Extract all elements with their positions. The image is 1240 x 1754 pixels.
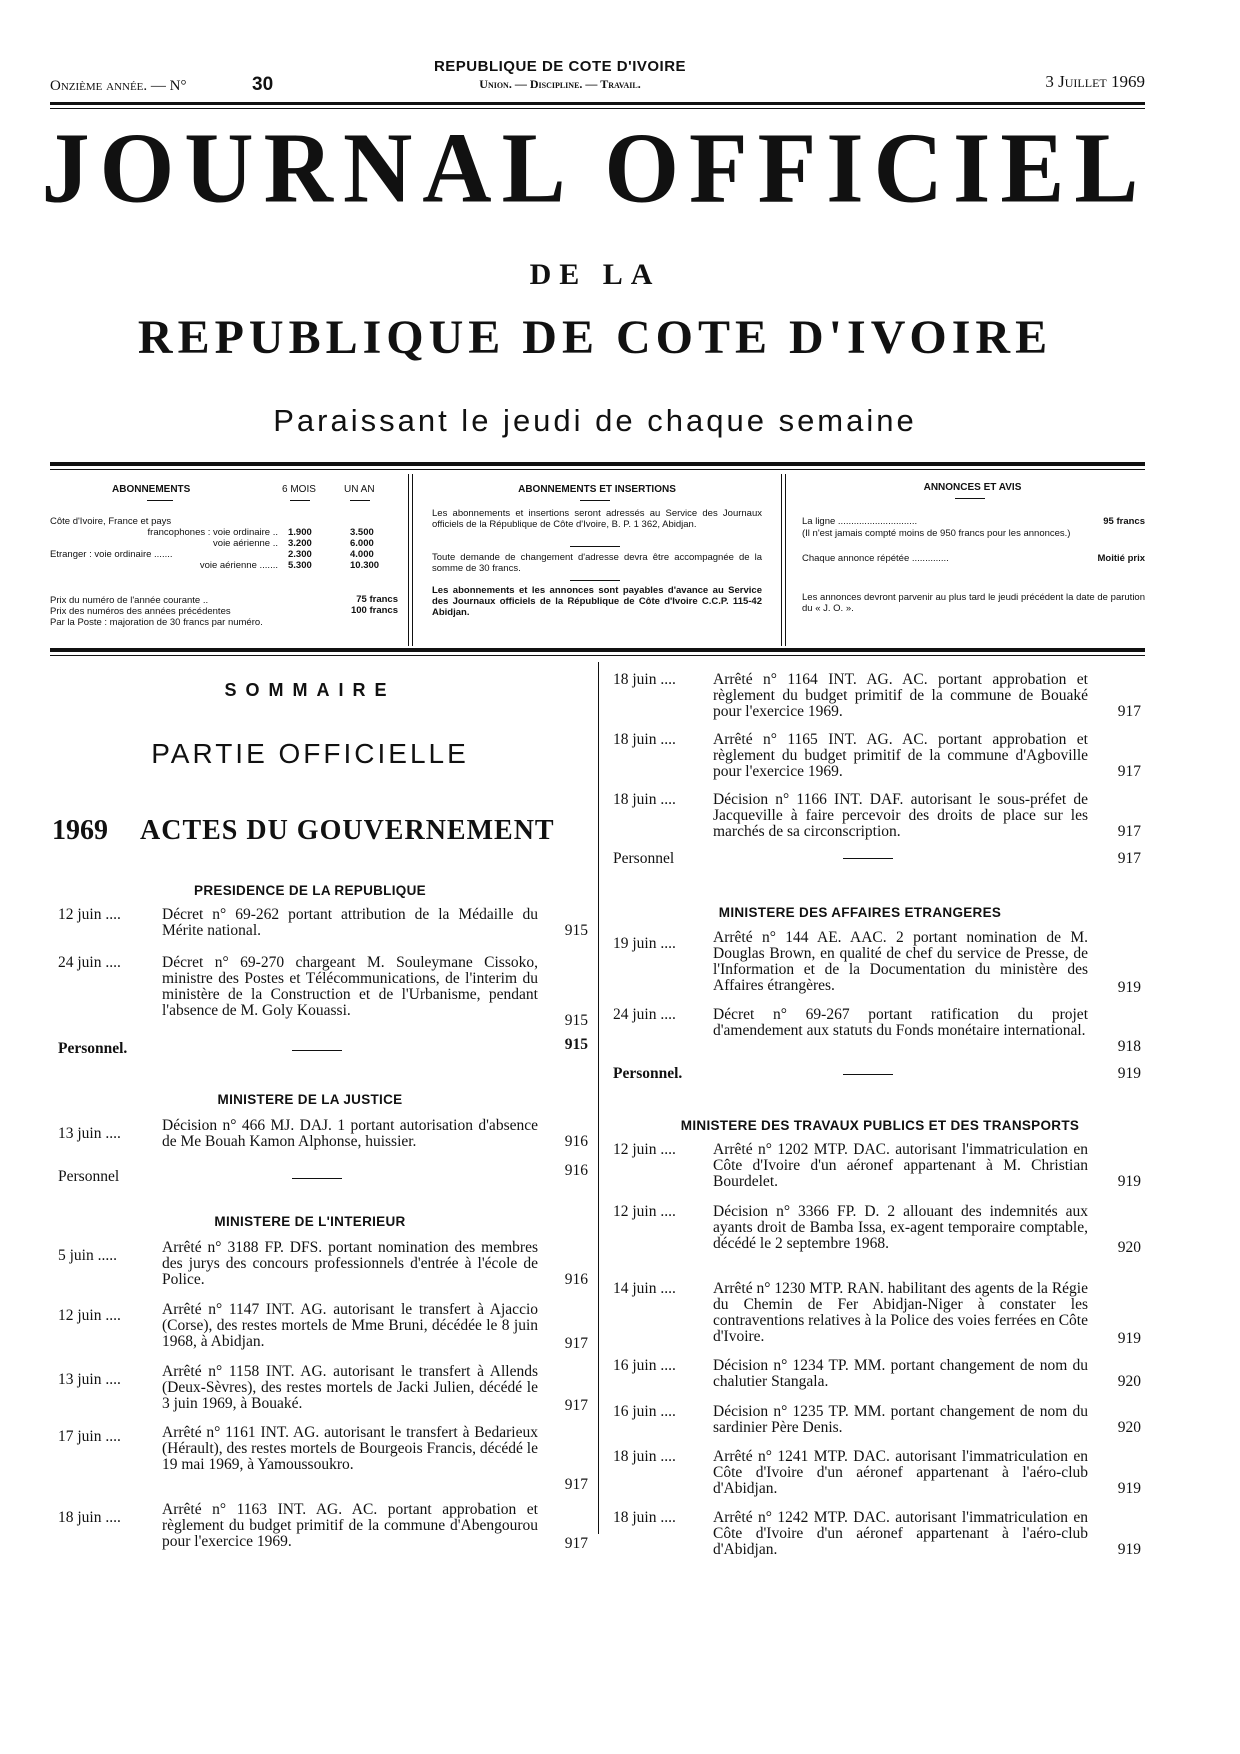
entry-text: Arrêté n° 1147 INT. AG. autorisant le transfert à Ajaccio (Corse), des restes mortels de Mme Bruni, décédée le 8 juin 1968, à Abidjan.: [162, 1301, 538, 1350]
abonnements-title: ABONNEMENTS: [112, 484, 191, 495]
entry-interieur-7: [613, 732, 1145, 782]
entry-date: 12 juin ....: [613, 1141, 676, 1158]
entry-page: 920: [1117, 1419, 1141, 1436]
entry-page: 918: [1117, 1038, 1141, 1055]
entry-text: Arrêté n° 3188 FP. DFS. portant nomination des membres des jurys des concours professionnels d'entrée à l'école de Police.: [162, 1239, 538, 1288]
entry-text: Arrêté n° 1161 INT. AG. autorisant le transfert à Bedarieux (Hérault), des restes mortels de Bourgeois Francis, décédé le 19 mai 1969, à Yamoussoukro.: [162, 1424, 538, 1473]
entry-page: 919: [1117, 1173, 1141, 1190]
entry-travaux-1: [613, 1142, 1145, 1192]
section-interieur: MINISTERE DE L'INTERIEUR: [214, 1214, 406, 1229]
etrangeres-separator: [843, 1074, 893, 1075]
entry-date: 18 juin ....: [613, 731, 676, 748]
etrangeres-personnel: Personnel.: [613, 1065, 683, 1082]
price-current: Prix du numéro de l'année courante ..: [50, 595, 209, 606]
section-justice: MINISTERE DE LA JUSTICE: [217, 1092, 403, 1107]
annonces-deadline: Les annonces devront parvenir au plus tard le jeudi précédent la date de parution du « J. O. ».: [802, 592, 1145, 614]
entry-date: 17 juin ....: [58, 1428, 121, 1445]
presidence-separator: [292, 1050, 342, 1051]
annonces-title: ANNONCES ET AVIS: [923, 482, 1022, 493]
entry-text: Décision n° 466 MJ. DAJ. 1 portant autorisation d'absence de Me Bouah Kamon Alphonse, huissier.: [162, 1117, 538, 1150]
abonnement-row-2-label: voie aérienne ..: [213, 538, 278, 549]
entry-text: Arrêté n° 1230 MTP. RAN. habilitant des agents de la Régie du Chemin de Fer Abidjan-Niger à constater les contraventions relatives à la Police des voies ferrées en Côte d'Ivoire.: [713, 1280, 1088, 1345]
entry-date: 18 juin ....: [58, 1509, 121, 1526]
annonces-repetee: Chaque annonce répétée ..............: [802, 553, 949, 564]
annonces-minimum-note: (Il n'est jamais compté moins de 950 francs pour les annonces.): [802, 528, 1071, 539]
annonces-repetee-value: Moitié prix: [1097, 553, 1145, 564]
entry-interieur-8: [613, 792, 1145, 842]
title-republique: REPUBLIQUE DE COTE D'IVOIRE: [137, 311, 1053, 364]
entry-date: 19 juin ....: [613, 935, 676, 952]
entry-date: 18 juin ....: [613, 1448, 676, 1465]
abonnement-row-1-an: 3.500: [350, 527, 374, 538]
entry-date: 12 juin ....: [613, 1203, 676, 1220]
abonnement-row-3-an: 4.000: [350, 549, 374, 560]
section-travaux-publics: MINISTERE DES TRAVAUX PUBLICS ET DES TRANSPORTS: [680, 1118, 1080, 1133]
entry-date: 16 juin ....: [613, 1403, 676, 1420]
entry-page: 917: [564, 1335, 588, 1352]
entry-date: 12 juin ....: [58, 906, 121, 923]
section-presidence: PRESIDENCE DE LA REPUBLIQUE: [194, 883, 426, 898]
issue-date: 3 Juillet 1969: [1045, 72, 1145, 91]
insertions-title: ABONNEMENTS ET INSERTIONS: [518, 484, 676, 495]
entry-page: 915: [564, 922, 588, 939]
abonnement-row-4-an: 10.300: [350, 560, 380, 571]
entry-date: 12 juin ....: [58, 1307, 121, 1324]
box-divider-left-2: [412, 474, 413, 646]
entry-travaux-4: [613, 1358, 1145, 1392]
entry-page: 919: [1117, 1541, 1141, 1558]
journal-title: JOURNAL OFFICIEL: [41, 111, 1149, 224]
section-affaires-etrangeres: MINISTERE DES AFFAIRES ETRANGERES: [718, 905, 1002, 920]
entry-text: Décret n° 69-267 portant ratification du projet d'amendement aux statuts du Fonds monétaire international.: [713, 1006, 1088, 1039]
box-divider-right-2: [785, 474, 786, 646]
un-an-underline: [350, 500, 370, 501]
entry-etrangeres-2: [613, 1007, 1145, 1057]
insertions-payment: Les abonnements et les annonces sont payables d'avance au Service des Journaux officiels de la République de Côte d'Ivoire C.C.P. 115-42 Abidjan.: [432, 585, 762, 618]
year-label: Onzième année. — N°: [50, 78, 187, 94]
partie-officielle: PARTIE OFFICIELLE: [151, 738, 469, 769]
justice-separator: [292, 1178, 342, 1179]
annonces-ligne: La ligne ..............................: [802, 516, 918, 527]
entry-date: 13 juin ....: [58, 1371, 121, 1388]
entry-presidence-2: [58, 955, 588, 1035]
entry-text: Arrêté n° 1164 INT. AG. AC. portant approbation et règlement du budget primitif de la commune de Bouaké pour l'exercice 1969.: [713, 671, 1088, 720]
entry-text: Décision n° 1235 TP. MM. portant changement de nom du sardinier Père Denis.: [713, 1403, 1088, 1436]
box-divider-right: [781, 474, 782, 646]
entry-text: Arrêté n° 1242 MTP. DAC. autorisant l'immatriculation en Côte d'Ivoire d'un aéronef appartenant à l'aéro-club d'Abidjan.: [713, 1509, 1088, 1558]
annonces-ligne-value: 95 francs: [1103, 516, 1145, 527]
entry-page: 916: [564, 1133, 588, 1150]
sommaire-title: SOMMAIRE: [224, 680, 396, 700]
entry-date: 14 juin ....: [613, 1280, 676, 1297]
entry-interieur-2: [58, 1302, 588, 1352]
entry-page: 916: [564, 1271, 588, 1288]
interieur-separator: [843, 858, 893, 859]
entry-interieur-4: [58, 1425, 588, 1491]
entry-text: Décret n° 69-262 portant attribution de la Médaille du Mérite national.: [162, 906, 538, 939]
entry-date: 16 juin ....: [613, 1357, 676, 1374]
entry-page: 917: [1117, 763, 1141, 780]
entry-travaux-2: [613, 1204, 1145, 1270]
abonnement-row-2-6mois: 3.200: [288, 538, 312, 549]
entry-page: 919: [1117, 1330, 1141, 1347]
abonnement-row-4-label: voie aérienne .......: [199, 560, 278, 571]
justice-personnel: Personnel: [58, 1168, 120, 1185]
subscription-box: [50, 474, 1145, 646]
entry-text: Arrêté n° 1163 INT. AG. AC. portant approbation et règlement du budget primitif de la commune d'Abengourou pour l'exercice 1969.: [162, 1501, 538, 1550]
entry-page: 920: [1117, 1239, 1141, 1256]
abonnement-row-4-6mois: 5.300: [288, 560, 312, 571]
entry-justice-1: [58, 1118, 588, 1152]
entry-travaux-3: [613, 1281, 1145, 1347]
insertions-underline: [580, 500, 610, 501]
six-mois-header: 6 MOIS: [282, 484, 316, 495]
entry-date: 13 juin ....: [58, 1125, 121, 1142]
entry-text: Décision n° 1234 TP. MM. portant changement de nom du chalutier Stangala.: [713, 1357, 1088, 1390]
republic-header: REPUBLIQUE DE COTE D'IVOIRE: [433, 58, 687, 75]
entry-text: Arrêté n° 1241 MTP. DAC. autorisant l'immatriculation en Côte d'Ivoire d'un aéronef appartenant à l'aéro-club d'Abidjan.: [713, 1448, 1088, 1497]
entry-date: 5 juin .....: [58, 1247, 117, 1264]
masthead-rule-thick: [50, 462, 1145, 466]
presidence-personnel-page: 915: [564, 1036, 588, 1053]
entry-text: Décision n° 1166 INT. DAF. autorisant le sous-préfet de Jacqueville à faire percevoir des droits de place sur les marchés de sa circonscription.: [713, 791, 1088, 840]
header-rule-thin: [50, 108, 1145, 109]
entry-date: 24 juin ....: [613, 1006, 676, 1023]
insertions-address: Les abonnements et insertions seront adressés au Service des Journaux officiels de la République de Côte d'Ivoire, B. P. 1 362, Abidjan.: [432, 508, 762, 530]
box-bottom-rule-thin: [50, 655, 1145, 656]
entry-date: 18 juin ....: [613, 671, 676, 688]
entry-date: 18 juin ....: [613, 1509, 676, 1526]
entry-page: 915: [564, 1012, 588, 1029]
entry-text: Décision n° 3366 FP. D. 2 allouant des indemnités aux ayants droit de Bamba Issa, ex-agent temporaire comptable, décédé le 2 septembre 1968.: [713, 1203, 1088, 1252]
entry-interieur-5: [58, 1502, 588, 1552]
entry-travaux-7: [613, 1510, 1145, 1560]
entry-page: 917: [1117, 703, 1141, 720]
entry-text: Arrêté n° 1202 MTP. DAC. autorisant l'immatriculation en Côte d'Ivoire d'un aéronef appartenant à M. Christian Bourdelet.: [713, 1141, 1088, 1190]
insertions-address-change: Toute demande de changement d'adresse devra être accompagnée de la somme de 30 francs.: [432, 552, 762, 574]
abonnements-underline: [147, 500, 173, 501]
header-rule-thick: [50, 102, 1145, 105]
price-current-value: 75 francs: [356, 594, 398, 605]
entry-text: Décret n° 69-270 chargeant M. Souleymane Cissoko, ministre des Postes et Télécommunications, de l'interim du ministère de la Construction et de l'Urbanisme, pendant l'absence de M. Goly Kouassi.: [162, 954, 538, 1019]
abonnement-row-1-6mois: 1.900: [288, 527, 312, 538]
entry-page: 917: [564, 1535, 588, 1552]
insertions-separator-1: [570, 546, 620, 547]
un-an-header: UN AN: [344, 484, 375, 495]
entry-text: Arrêté n° 144 AE. AAC. 2 portant nomination de M. Douglas Brown, en qualité de chef du service de Presse, de l'Information et de la Documentation du ministère des Affaires étrangères.: [713, 929, 1088, 994]
etrangeres-personnel-page: 919: [1117, 1065, 1141, 1082]
interieur-personnel: Personnel: [613, 850, 675, 867]
entry-text: Arrêté n° 1158 INT. AG. autorisant le transfert à Allends (Deux-Sèvres), des restes mortels de Jacki Julien, décédé le 3 juin 1969, à Bouaké.: [162, 1363, 538, 1412]
issue-number: 30: [252, 74, 274, 95]
entry-interieur-3: [58, 1364, 588, 1414]
abonnement-row-3-6mois: 2.300: [288, 549, 312, 560]
entry-interieur-6: [613, 672, 1145, 722]
masthead-rule-thin: [50, 469, 1145, 470]
publication-frequency: Paraissant le jeudi de chaque semaine: [273, 403, 917, 438]
box-bottom-rule-thick: [50, 648, 1145, 652]
title-de-la: DE LA: [529, 258, 661, 291]
abonnement-row-0: Côte d'Ivoire, France et pays: [50, 516, 172, 527]
entry-text: Arrêté n° 1165 INT. AG. AC. portant approbation et règlement du budget primitif de la commune d'Agboville pour l'exercice 1969.: [713, 731, 1088, 780]
box-divider-left: [408, 474, 409, 646]
entry-etrangeres-1: [613, 930, 1145, 996]
price-previous-value: 100 francs: [350, 605, 398, 616]
national-motto: Union. — Discipline. — Travail.: [479, 77, 641, 91]
entry-travaux-6: [613, 1449, 1145, 1499]
entry-travaux-5: [613, 1404, 1145, 1438]
insertions-separator-2: [570, 580, 620, 581]
entry-page: 917: [564, 1476, 588, 1493]
abonnement-row-2-an: 6.000: [350, 538, 374, 549]
six-mois-underline: [290, 500, 310, 501]
price-previous: Prix des numéros des années précédentes: [50, 606, 231, 617]
entry-page: 920: [1117, 1373, 1141, 1390]
sommaire-year: 1969: [52, 815, 108, 846]
abonnement-row-3-label: Etranger : voie ordinaire .......: [50, 549, 173, 560]
entry-date: 18 juin ....: [613, 791, 676, 808]
presidence-personnel: Personnel.: [58, 1040, 128, 1057]
interieur-personnel-page: 917: [1117, 850, 1141, 867]
justice-personnel-page: 916: [564, 1162, 588, 1179]
entry-presidence-1: [58, 907, 588, 941]
price-postal: Par la Poste : majoration de 30 francs par numéro.: [50, 617, 263, 628]
abonnement-row-1-label: francophones : voie ordinaire ..: [147, 527, 278, 538]
annonces-underline: [955, 498, 985, 499]
entry-page: 919: [1117, 1480, 1141, 1497]
entry-date: 24 juin ....: [58, 954, 121, 971]
column-divider: [598, 662, 599, 1534]
entry-page: 917: [564, 1397, 588, 1414]
entry-page: 919: [1117, 979, 1141, 996]
entry-page: 917: [1117, 823, 1141, 840]
actes-du-gouvernement: ACTES DU GOUVERNEMENT: [140, 815, 555, 846]
entry-interieur-1: [58, 1240, 588, 1290]
